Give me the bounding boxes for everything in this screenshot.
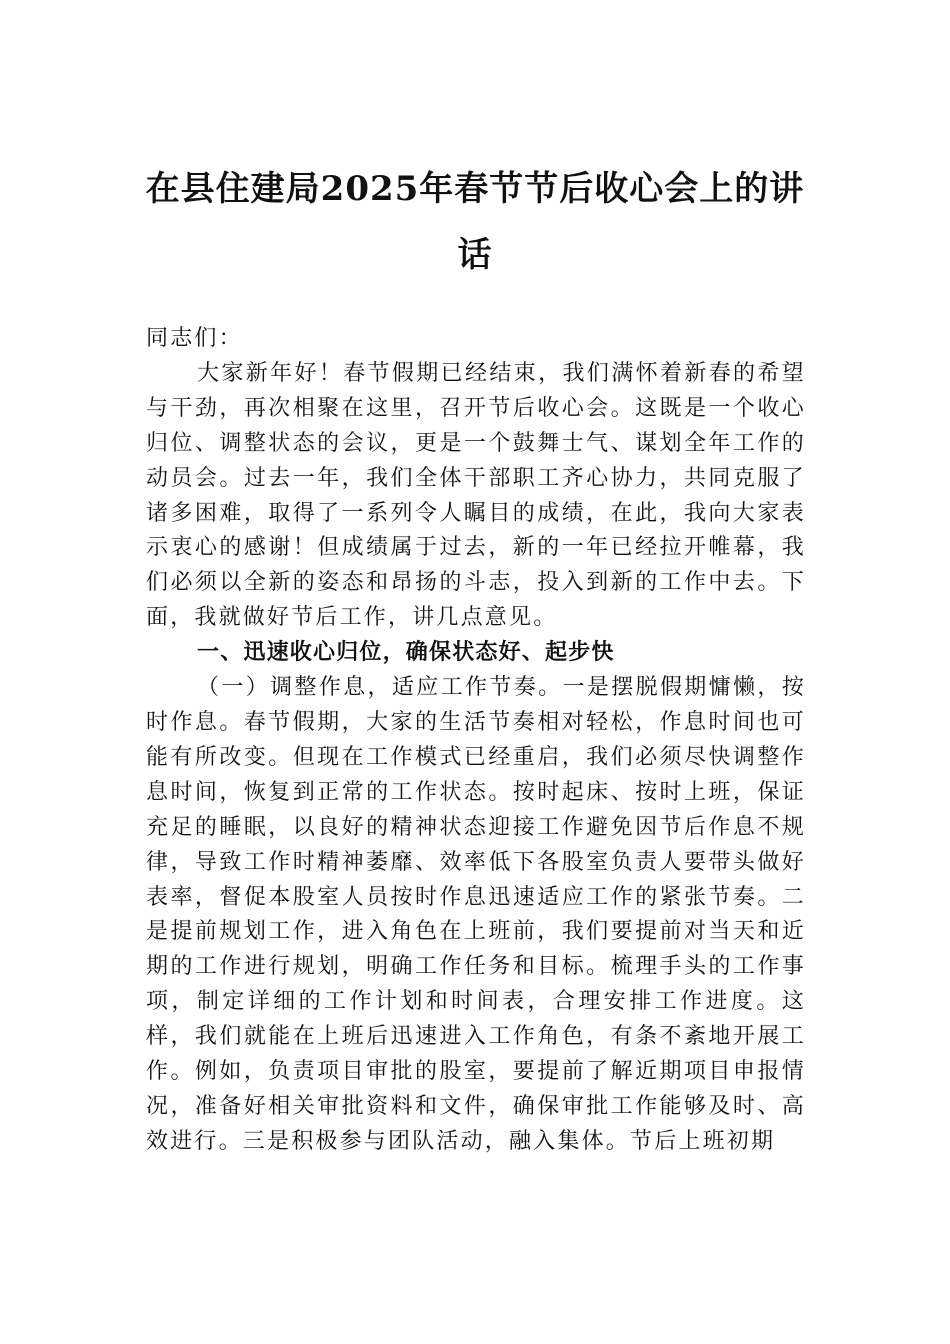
subsection-paragraph-1 [146, 671, 806, 1160]
section-heading-1: 一、迅速收心归位，确保状态好、起步快 [197, 640, 615, 666]
title-line-2: 话 [457, 235, 493, 275]
document-body [146, 322, 806, 1160]
subsection-body-1: 一是摆脱假期慵懒，按时作息。春节假期，大家的生活节奏相对轻松，作息时间也可能有所改变。但现在工作模式已经重启，我们必须尽快调整作息时间，恢复到正常的工作状态。按时起床、按时上班，保证充足的睡眠，以良好的精神状态迎接工作避免因节后作息不规律，导致工作时精神萎靡、效率低下各股室负责人要带头做好表率，督促本股室人员按时作息迅速适应工作的紧张节奏。二是提前规划工作，进入角色在上班前，我们要提前对当天和近期的工作进行规划，明确工作任务和目标。梳理手头的工作事项，制定详细的工作计划和时间表，合理安排工作进度。这样，我们就能在上班后迅速进入工作角色，有条不紊地开展工作。例如，负责项目审批的股室，要提前了解近期项目申报情况，准备好相关审批资料和文件，确保审批工作能够及时、高效进行。三是积极参与团队活动，融入集体。节后上班初期 [146, 675, 806, 1154]
title-line-1: 在县住建局2025年春节节后收心会上的讲 [145, 169, 805, 209]
subsection-heading-1: （一）调整作息，适应工作节奏。 [197, 675, 563, 701]
document-title [120, 156, 830, 288]
opening-paragraph: 大家新年好！春节假期已经结束，我们满怀着新春的希望与干劲，再次相聚在这里，召开节后收心会。这既是一个收心归位、调整状态的会议，更是一个鼓舞士气、谋划全年工作的动员会。过去一年，我们全体干部职工齐心协力，共同克服了诸多困难，取得了一系列令人瞩目的成绩，在此，我向大家表示衷心的感谢！但成绩属于过去，新的一年已经拉开帷幕，我们必须以全新的姿态和昂扬的斗志，投入到新的工作中去。下面，我就做好节后工作，讲几点意见。 [146, 360, 806, 631]
salutation: 同志们： [146, 326, 243, 351]
